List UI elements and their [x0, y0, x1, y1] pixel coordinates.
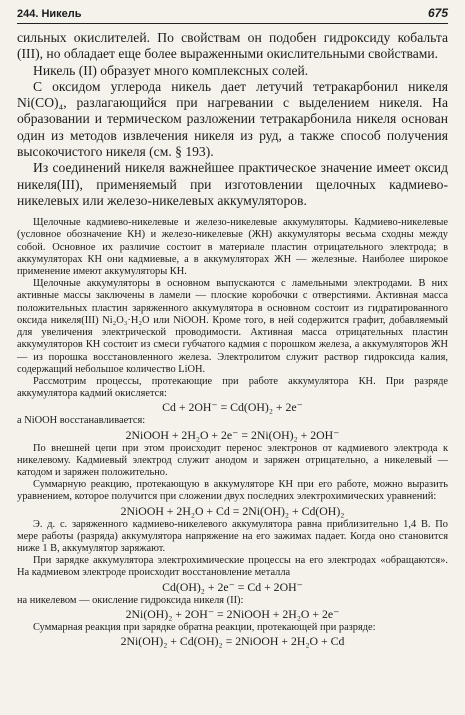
paragraph-electron-transfer: По внешней цепи при этом происходит перенос электронов от кадмиевого электрода к никелевому. Кадмиевый электрод служит анодом и заряжен отрицательно, а никелевый — катодом и заряжен положительно. [17, 442, 448, 478]
paragraph-battery-electrodes: Щелочные аккумуляторы в основном выпускаются с ламельными электродами. В них активные массы заключены в ламели — плоские коробочки с отверстиями. Активная масса положительных пластин заряженного аккумулятора в основном состоит из гидратированного оксида никеля(III) Ni₂O₃·H₂O или NiOOH. Кроме того, в ней содержится графит, добавляемый для увеличения электрической проводимости. Активная масса отрицательных пластин аккумуляторов КН состоит из смеси губчатого кадмия с порошком железа, а аккумуляторов ЖН — из порошка восстановленного железа. Электролитом служит раствор гидроксида калия, содержащий небольшое количество LiOH. [17, 278, 448, 375]
page-content [17, 30, 448, 649]
section-title: 244. Никель [17, 8, 82, 20]
equation-niooh-reduction: 2NiOOH + 2H₂O + 2e⁻ = 2Ni(OH)₂ + 2OH⁻ [125, 427, 340, 442]
paragraph-battery-intro: Щелочные кадмиево-никелевые и железо-никелевые аккумуляторы. Кадмиево-никелевые (условное обозначение КН) и железо-никелевые (ЖН) аккумуляторы весьма сходны между собой. Основное их различие состоит в материале пластин отрицательного электрода; в аккумуляторах КН они кадмиевые, а в аккумуляторах ЖН — железные. Наиболее широкое применение имеют аккумуляторы КН. [17, 217, 448, 278]
paragraph-hydroxide: сильных окислителей. По свойствам он подобен гидроксиду кобальта (III), но обладает еще более выраженными окислительными свойствами. [17, 30, 448, 62]
paragraph-discharge-intro: Рассмотрим процессы, протекающие при работе аккумулятора КН. При разряде аккумулятора кадмий окисляется: [17, 375, 448, 400]
equation-total-discharge: 2NiOOH + 2H₂O + Cd = 2Ni(OH)₂ + Cd(OH)₂ [120, 503, 345, 518]
equation-nickel-oxidation: 2Ni(OH)₂ + 2OH⁻ = 2NiOOH + 2H₂O + 2e⁻ [125, 606, 340, 621]
paragraph-charging: При зарядке аккумулятора электрохимические процессы на его электродах «обращаются». На кадмиевом электроде происходит восстановление металла [17, 555, 448, 579]
paragraph-oxide-usage: Из соединений никеля важнейшее практическое значение имеет оксид никеля(III), применяемый при изготовлении щелочных кадмиево-никелевых или железо-никелевых аккумуляторов. [17, 160, 448, 208]
paragraph-complex-salts: Никель (II) образует много комплексных солей. [33, 62, 309, 78]
paragraph-emf: Э. д. с. заряженного кадмиево-никелевого аккумулятора равна приблизительно 1,4 В. По мере работы (разряда) аккумулятора напряжение на его зажимах падает. Когда оно становится ниже 1 В, аккумулятор заряжают. [17, 518, 448, 554]
paragraph-tetracarbonyl: С оксидом углерода никель дает летучий тетракарбонил никеля Ni(CO)₄, разлагающийся при нагревании с выделением никеля. На образовании и термическом разложении тетракарбонила никеля основан один из методов извлечения никеля из руд, а также способ получения высокочистого никеля (см. § 193). [17, 78, 448, 160]
paragraph-total-charging: Суммарная реакция при зарядке обратна реакции, протекающей при разряде: [33, 621, 376, 633]
paragraph-total-reaction: Суммарную реакцию, протекающую в аккумуляторе КН при его работе, можно выразить уравнением, которое получится при сложении двух последних электрохимических уравнений: [17, 479, 448, 503]
paragraph-nickel-oxidation: на никелевом — окисление гидроксида никеля (II): [17, 594, 244, 606]
equation-cadmium-reduction: Cd(OH)₂ + 2e⁻ = Cd + 2OH⁻ [162, 579, 303, 594]
page-number: 675 [427, 6, 448, 20]
page-header [17, 5, 448, 24]
paragraph-niooh-reduction: а NiOOH восстанавливается: [17, 415, 146, 427]
equation-total-charging: 2Ni(OH)₂ + Cd(OH)₂ = 2NiOOH + 2H₂O + Cd [120, 633, 345, 648]
equation-cadmium-oxidation: Cd + 2OH⁻ = Cd(OH)₂ + 2e⁻ [162, 400, 303, 415]
